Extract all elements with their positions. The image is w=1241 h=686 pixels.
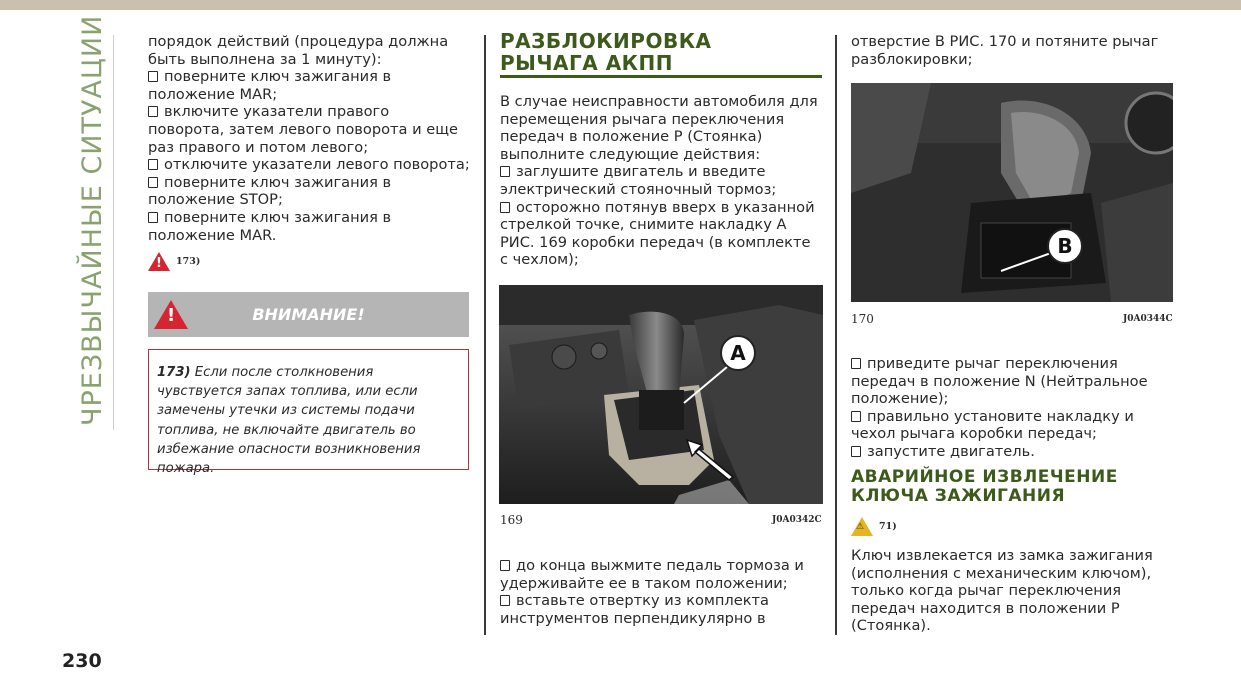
figure-code: J0A0344C (1123, 314, 1173, 324)
list-item: поверните ключ зажигания в положение STOP; (148, 173, 392, 209)
column-divider (835, 35, 837, 635)
list-item: включите указатели правого поворота, затем левого поворота и еще раз правого и потом левого; (148, 103, 458, 156)
list-item: поверните ключ зажигания в положение MAR. (148, 208, 392, 244)
checkbox-bullet-icon (148, 177, 158, 188)
warning-box (148, 349, 469, 477)
caution-triangle-icon (851, 517, 873, 536)
figure-number: 169 (500, 513, 523, 527)
procedure-intro: порядок действий (процедура должна быть выполнена за 1 минуту): (148, 33, 449, 68)
section-intro: В случае неисправности автомобиля для перемещения рычага переключения передач в положение P (Стоянка) выполните следующие действия: (500, 93, 818, 163)
figure-label-b: B (1057, 234, 1073, 258)
warning-label: ВНИМАНИЕ! (252, 305, 365, 324)
top-color-band (0, 0, 1241, 10)
gear-lever-figure-170 (851, 83, 1173, 302)
list-item: осторожно потянув вверх в указанной стрелкой точке, снимите накладку A РИС. 169 коробки передач (в комплекте с чехлом); (500, 198, 815, 269)
warning-triangle-icon (148, 252, 170, 271)
checkbox-bullet-icon (148, 159, 158, 170)
list-item: правильно установите накладку и чехол рычага коробки передач; (851, 407, 1134, 443)
checkbox-bullet-icon (851, 411, 861, 422)
checkbox-bullet-icon (500, 202, 510, 213)
list-item: отключите указатели левого поворота; (148, 156, 470, 174)
section-heading: АВАРИЙНОЕ ИЗВЛЕЧЕНИЕ КЛЮЧА ЗАЖИГАНИЯ (851, 467, 1118, 506)
warning-text: Если после столкновения чувствуется запах топлива, или если замечены утечки из системы подачи топлива, не включайте двигатель во избежание опасности возникновения пожара. (157, 365, 421, 477)
column-3-steps (851, 355, 1173, 461)
continued-text: отверстие B РИС. 170 и потяните рычаг разблокировки; (851, 33, 1159, 68)
section-heading: РАЗБЛОКИРОВКА РЫЧАГА АКПП (500, 29, 712, 75)
checkbox-bullet-icon (851, 358, 861, 369)
checkbox-bullet-icon (500, 595, 510, 606)
figure-label-a: A (730, 341, 746, 365)
checkbox-bullet-icon (148, 106, 158, 117)
checkbox-bullet-icon (500, 166, 510, 177)
body-text: Ключ извлекается из замка зажигания (исполнения с механическим ключом), только когда рычаг переключения передач находится в положении P (Стоянка). (851, 547, 1153, 635)
column-2-continued (500, 557, 822, 627)
checkbox-bullet-icon (148, 212, 158, 223)
list-item: заглушите двигатель и введите электрический стояночный тормоз; (500, 163, 777, 198)
section-side-title: ЧРЕЗВЫЧАЙНЫЕ СИТУАЦИИ (77, 14, 108, 426)
column-3-body (851, 547, 1173, 635)
checkbox-bullet-icon (148, 71, 158, 82)
figure-code: J0A0342C (772, 515, 822, 525)
checkbox-bullet-icon (500, 560, 510, 571)
heading-underline (500, 75, 822, 78)
column-divider (484, 35, 486, 635)
list-item: приведите рычаг переключения передач в положение N (Нейтральное положение); (851, 355, 1148, 408)
list-item: поверните ключ зажигания в положение MAR; (148, 68, 392, 103)
list-item: запустите двигатель. (851, 443, 1173, 461)
checkbox-bullet-icon (851, 446, 861, 457)
warning-reference: !173) (148, 252, 470, 271)
list-item: вставьте отвертку из комплекта инструментов перпендикулярно в (500, 592, 769, 627)
figure-number: 170 (851, 312, 874, 326)
column-3 (851, 33, 1173, 68)
page-number: 230 (62, 650, 102, 672)
column-1 (148, 33, 470, 271)
warning-banner (148, 292, 469, 337)
caution-reference: ⚠71) (851, 516, 897, 536)
list-item: до конца выжмите педаль тормоза и удерживайте ее в таком положении; (500, 557, 804, 592)
side-divider (113, 35, 114, 430)
warning-number: 173) (157, 365, 191, 380)
gear-lever-figure-169 (499, 285, 823, 504)
column-2 (500, 93, 822, 269)
